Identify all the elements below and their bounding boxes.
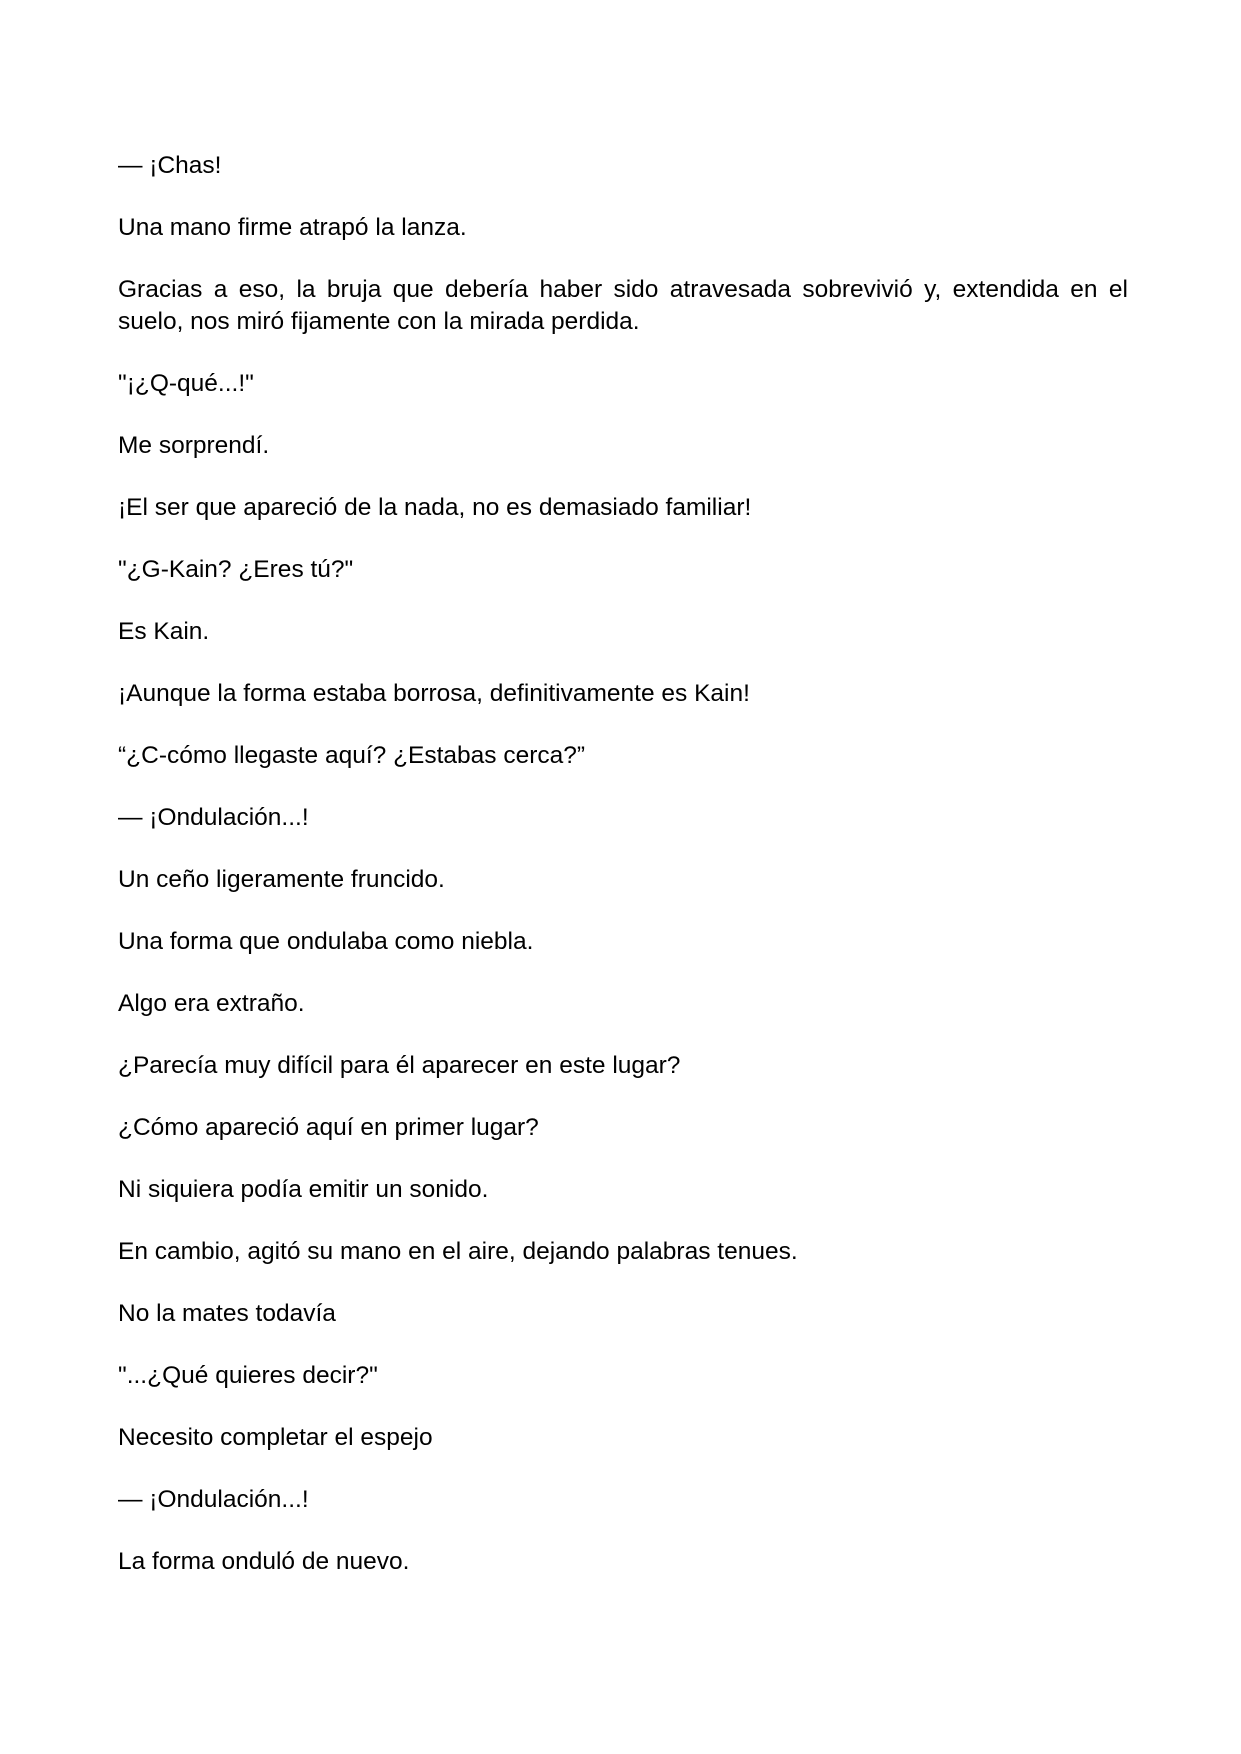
paragraph: En cambio, agitó su mano en el aire, dejando palabras tenues. bbox=[118, 1238, 798, 1265]
paragraph: "¡¿Q-qué...!" bbox=[118, 370, 254, 397]
paragraph: ¿Parecía muy difícil para él aparecer en este lugar? bbox=[118, 1052, 681, 1079]
paragraph: ¿Cómo apareció aquí en primer lugar? bbox=[118, 1114, 539, 1141]
paragraph: La forma onduló de nuevo. bbox=[118, 1548, 410, 1575]
paragraph: — ¡Ondulación...! bbox=[118, 1486, 309, 1513]
paragraph: Me sorprendí. bbox=[118, 432, 270, 459]
paragraph: “¿C-cómo llegaste aquí? ¿Estabas cerca?” bbox=[118, 742, 586, 769]
paragraph: Es Kain. bbox=[118, 618, 210, 645]
paragraph: — ¡Chas! bbox=[118, 152, 222, 179]
paragraph: — ¡Ondulación...! bbox=[118, 804, 309, 831]
paragraph: No la mates todavía bbox=[118, 1300, 336, 1327]
paragraph: Algo era extraño. bbox=[118, 990, 305, 1017]
paragraph: ¡Aunque la forma estaba borrosa, definitivamente es Kain! bbox=[118, 680, 750, 707]
paragraph: Una forma que ondulaba como niebla. bbox=[118, 928, 534, 955]
paragraph: "...¿Qué quieres decir?" bbox=[118, 1362, 378, 1389]
paragraph: "¿G-Kain? ¿Eres tú?" bbox=[118, 556, 354, 583]
paragraph: Gracias a eso, la bruja que debería haber sido atravesada sobrevivió y, extendida en el suelo, nos miró fijamente con la mirada perdida. bbox=[118, 276, 1128, 335]
paragraph: Una mano firme atrapó la lanza. bbox=[118, 214, 467, 241]
paragraph: Un ceño ligeramente fruncido. bbox=[118, 866, 445, 893]
text-body bbox=[118, 150, 1128, 1608]
paragraph: ¡El ser que apareció de la nada, no es demasiado familiar! bbox=[118, 494, 752, 521]
paragraph: Ni siquiera podía emitir un sonido. bbox=[118, 1176, 489, 1203]
paragraph: Necesito completar el espejo bbox=[118, 1424, 433, 1451]
